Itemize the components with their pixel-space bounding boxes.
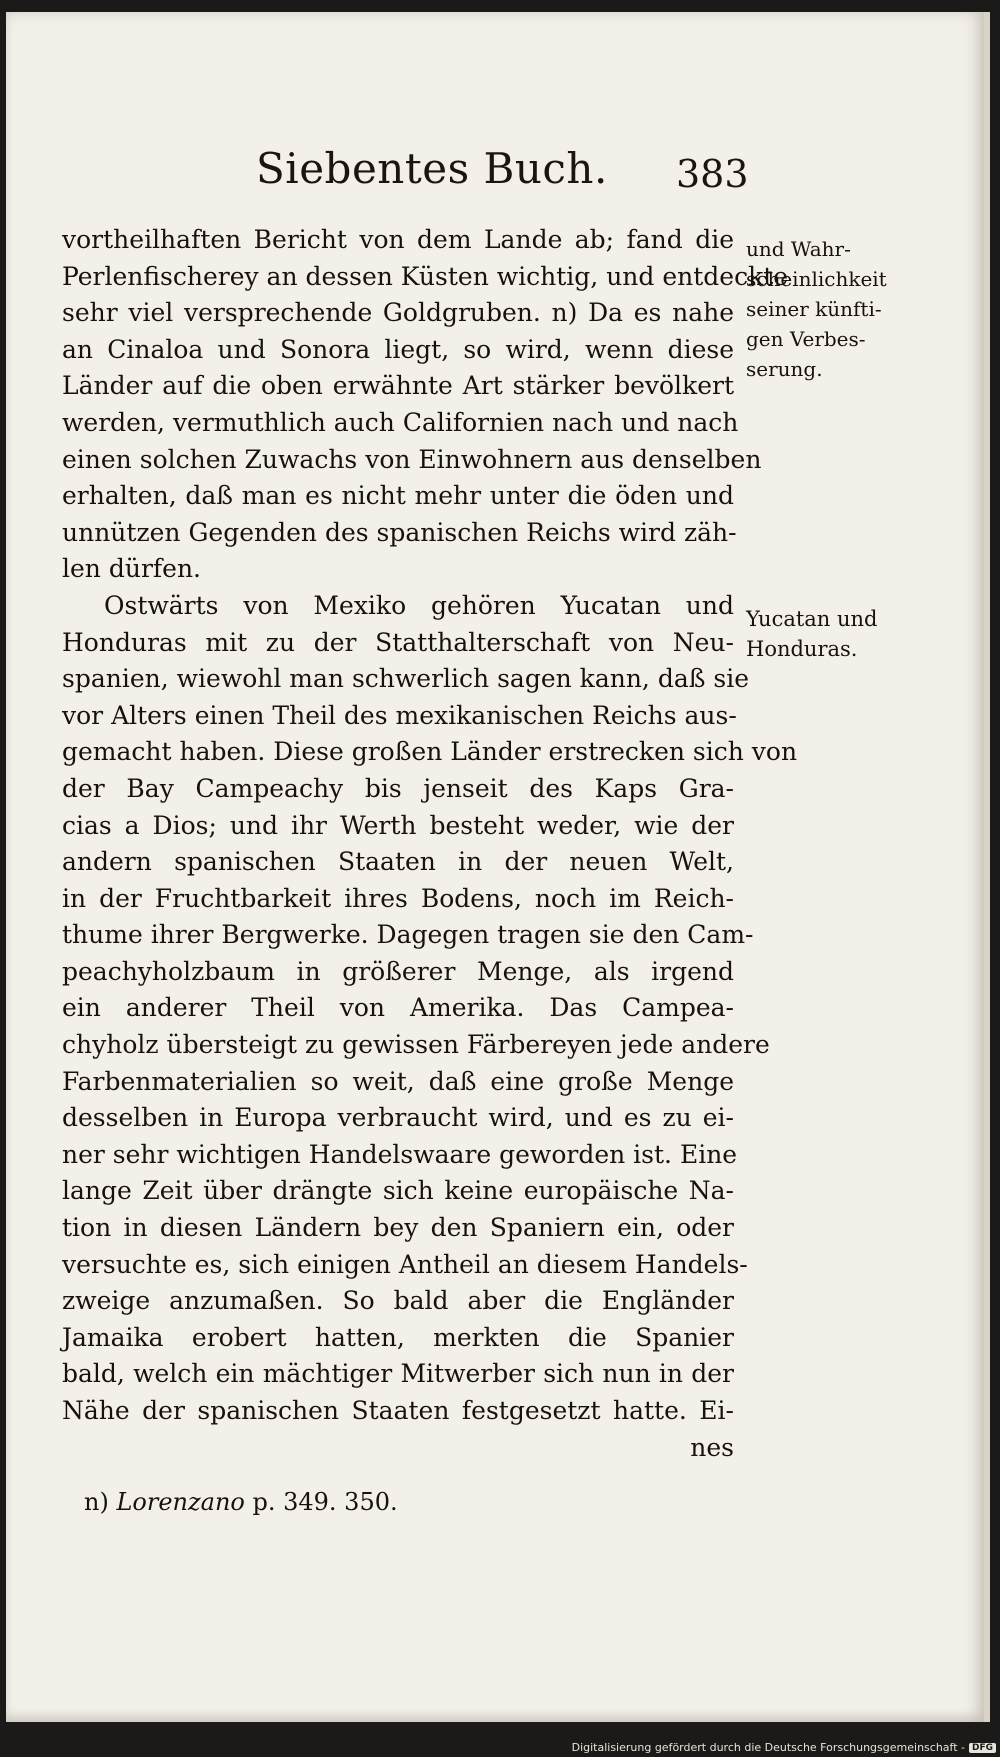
text-line: ner sehr wichtigen Handelswaare geworden ist. Eine (62, 1139, 738, 1169)
footnote-author: Lorenzano (116, 1488, 245, 1516)
margin-note-line: scheinlichkeit (746, 267, 887, 291)
text-line: in der Fruchtbarkeit ihres Bodens, noch im Reich- (62, 883, 734, 913)
text-line: Länder auf die oben erwähnte Art stärker bevölkert (62, 371, 734, 401)
text-line: bald, welch ein mächtiger Mitwerber sich nun in der (62, 1359, 734, 1389)
footnote-reference: p. 349. 350. (244, 1488, 398, 1516)
text-line: Jamaika erobert hatten, merkten die Spanier (62, 1322, 734, 1352)
text-line: andern spanischen Staaten in der neuen Welt, (62, 847, 734, 877)
text-line: lange Zeit über drängte sich keine europäische Na- (62, 1176, 734, 1206)
dfg-logo-icon: DFG (969, 1743, 996, 1753)
text-line: vor Alters einen Theil des mexikanischen Reichs aus- (62, 700, 737, 730)
text-line: Farbenmaterialien so weit, daß eine große Menge (62, 1066, 734, 1096)
text-line: spanien, wiewohl man schwerlich sagen kann, daß sie (62, 664, 749, 694)
margin-note-yucatan (746, 604, 894, 664)
book-page (6, 12, 990, 1722)
text-line: vortheilhaften Bericht von dem Lande ab; fand die (62, 225, 734, 254)
text-line: Nähe der spanischen Staaten festgesetzt hatte. Ei- (62, 1396, 734, 1425)
text-line: zweige anzumaßen. So bald aber die Engländer (62, 1286, 734, 1316)
text-line: gemacht haben. Diese großen Länder erstrecken sich von (62, 737, 798, 767)
text-line: tion in diesen Ländern bey den Spaniern ein, oder (62, 1213, 734, 1243)
text-line: einen solchen Zuwachs von Einwohnern aus denselben (62, 444, 762, 474)
text-line: peachyholzbaum in größerer Menge, als irgend (62, 956, 734, 986)
text-line: erhalten, daß man es nicht mehr unter die öden und (62, 481, 734, 511)
text-line: Perlenfischerey an dessen Küsten wichtig, und entdeckte (62, 261, 789, 291)
page-number: 383 (676, 152, 749, 196)
text-line: an Cinaloa und Sonora liegt, so wird, wenn diese (62, 334, 734, 364)
text-line: len dürfen. (62, 554, 201, 584)
text-line: ein anderer Theil von Amerika. Das Campea- (62, 993, 734, 1023)
text-line: sehr viel versprechende Goldgruben. n) Da es nahe (62, 298, 734, 328)
running-head: Siebentes Buch. (256, 144, 608, 193)
text-line: der Bay Campeachy bis jenseit des Kaps Gra- (62, 773, 734, 803)
text-line: cias a Dios; und ihr Werth besteht weder, wie der (62, 810, 734, 840)
text-line: Honduras mit zu der Statthalterschaft von Neu- (62, 627, 734, 657)
text-line: unnützen Gegenden des spanischen Reichs wird zäh- (62, 517, 737, 547)
sponsor-text: Digitalisierung gefördert durch die Deutsche Forschungsgemeinschaft - (571, 1741, 965, 1754)
margin-note-line: Yucatan und (746, 607, 878, 631)
margin-note-line: seiner künfti- (746, 297, 882, 321)
text-line: versuchte es, sich einigen Antheil an diesem Handels- (62, 1249, 748, 1279)
text-line: werden, vermuthlich auch Californien nach und nach (62, 407, 739, 437)
margin-note-line: serung. (746, 357, 823, 381)
text-line: desselben in Europa verbraucht wird, und es zu ei- (62, 1103, 734, 1133)
sponsor-credit (572, 1741, 996, 1754)
footnote (84, 1488, 398, 1516)
text-line: thume ihrer Bergwerke. Dagegen tragen sie den Cam- (62, 920, 754, 950)
margin-note-line: Honduras. (746, 637, 858, 661)
catchword: nes (690, 1432, 734, 1462)
text-line: chyholz übersteigt zu gewissen Färbereyen jede andere (62, 1030, 770, 1060)
margin-note-line: gen Verbes- (746, 327, 866, 351)
text-line: Ostwärts von Mexiko gehören Yucatan und (104, 590, 734, 620)
footnote-marker: n) (84, 1488, 109, 1516)
margin-note-prospects (746, 234, 894, 384)
margin-note-line: und Wahr- (746, 237, 851, 261)
